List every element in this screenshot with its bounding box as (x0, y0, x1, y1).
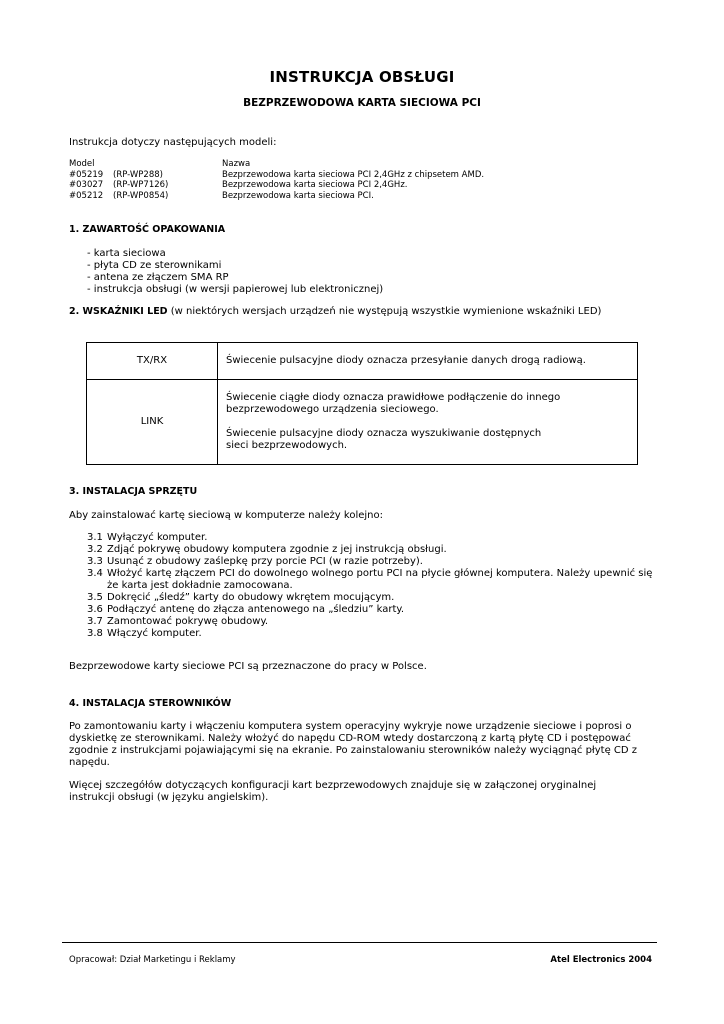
section-3-heading: 3. INSTALACJA SPRZĘTU (69, 486, 198, 497)
model-rp: (RP-WP0854) (113, 190, 169, 201)
step-number: 3.1 (87, 532, 103, 543)
footer-divider (62, 942, 657, 943)
step-text: Włożyć kartę złączem PCI do dowolnego wolnego portu PCI na płycie głównej komputera. Należy upewnić się że karta jest dokładnie zamocowana. (107, 568, 653, 591)
step-text: Włączyć komputer. (107, 628, 202, 639)
list-item (87, 568, 657, 592)
model-name: Bezprzewodowa karta sieciowa PCI 2,4GHz. (222, 180, 408, 190)
section-1-heading: 1. ZAWARTOŚĆ OPAKOWANIA (69, 224, 226, 235)
step-number: 3.6 (87, 604, 103, 615)
step-number: 3.3 (87, 556, 103, 567)
step-text: Zamontować pokrywę obudowy. (107, 616, 269, 627)
model-code: #03027 (69, 180, 104, 190)
step-text: Zdjąć pokrywę obudowy komputera zgodnie z jej instrukcją obsługi. (107, 544, 447, 555)
model-name: Bezprzewodowa karta sieciowa PCI 2,4GHz z chipsetem AMD. (222, 169, 485, 180)
model-rp: (RP-WP7126) (113, 180, 169, 190)
step-text: Wyłączyć komputer. (107, 532, 208, 543)
section-2-note: (w niektórych wersjach urządzeń nie występują wszystkie wymienione wskaźniki LED) (170, 306, 602, 317)
led-name: TX/RX (87, 343, 218, 380)
section-4-heading: 4. INSTALACJA STEROWNIKÓW (69, 698, 232, 709)
list-item: - karta sieciowa (87, 248, 166, 259)
step-number: 3.8 (87, 628, 103, 639)
document-subtitle: BEZPRZEWODOWA KARTA SIECIOWA PCI (243, 97, 481, 109)
model-rp: (RP-WP288) (113, 169, 163, 180)
step-text: Podłączyć antenę do złącza antenowego na „śledziu” karty. (107, 604, 405, 615)
model-row (69, 180, 629, 191)
footer-company: Atel Electronics 2004 (550, 955, 652, 965)
section-3-intro: Aby zainstalować kartę sieciową w komputerze należy kolejno: (69, 510, 383, 521)
installation-steps (87, 532, 657, 640)
led-table (86, 342, 638, 465)
model-name: Bezprzewodowa karta sieciowa PCI. (222, 190, 374, 201)
list-item (87, 628, 657, 640)
section-2-heading: 2. WSKAŹNIKI LED (69, 306, 168, 317)
model-row (69, 170, 629, 181)
section-3-note: Bezprzewodowe karty sieciowe PCI są przeznaczone do pracy w Polsce. (69, 661, 427, 672)
step-text: Dokręcić „śledź” karty do obudowy wkrętem mocującym. (107, 592, 395, 603)
models-col-model: Model (69, 159, 95, 169)
step-number: 3.2 (87, 544, 103, 555)
model-row (69, 191, 629, 202)
list-item (87, 616, 657, 628)
led-desc-text: Świecenie pulsacyjne diody oznacza przesyłanie danych drogą radiową. (226, 355, 586, 366)
document-title: INSTRUKCJA OBSŁUGI (269, 68, 455, 86)
section-4-paragraph-1: Po zamontowaniu karty i włączeniu komputera system operacyjny wykryje nowe urządzenie sieciowe i poprosi o dyskietkę ze sterownikami. Należy włożyć do napędu CD-ROM wtedy dostarczoną z kartą płytę CD i postępować zgodnie z instrukcjami pojawiającymi się na ekranie. Po zainstalowaniu sterowników należy wyciągnąć płytę CD z napędu. (69, 721, 638, 768)
section-4-paragraph-2: Więcej szczegółów dotyczących konfiguracji kart bezprzewodowych znajduje się w załączonej oryginalnej instrukcji obsługi (w języku angielskim). (69, 780, 597, 803)
list-item (87, 592, 657, 604)
package-contents-list (87, 248, 383, 296)
list-item: - antena ze złączem SMA RP (87, 272, 229, 283)
led-description (218, 343, 638, 380)
table-row (87, 343, 638, 380)
list-item (87, 604, 657, 616)
step-number: 3.5 (87, 592, 103, 603)
footer-author: Opracował: Dział Marketingu i Reklamy (69, 955, 236, 965)
model-code: #05219 (69, 169, 104, 180)
table-row (87, 380, 638, 465)
models-table (69, 159, 629, 201)
section-2-heading-line (69, 306, 669, 318)
list-item (87, 556, 657, 568)
step-number: 3.4 (87, 568, 103, 579)
list-item (87, 544, 657, 556)
list-item: - instrukcja obsługi (w wersji papierowej lub elektronicznej) (87, 284, 384, 295)
led-name: LINK (87, 380, 218, 465)
led-description (218, 380, 638, 465)
led-desc-text: Świecenie pulsacyjne diody oznacza wyszukiwanie dostępnych sieci bezprzewodowych. (226, 428, 542, 451)
models-col-name: Nazwa (222, 159, 251, 169)
list-item (87, 532, 657, 544)
models-header-row (69, 159, 629, 170)
led-desc-text: Świecenie ciągłe diody oznacza prawidłowe podłączenie do innego bezprzewodowego urządzenia sieciowego. (226, 392, 561, 415)
step-text: Usunąć z obudowy zaślepkę przy porcie PCI (w razie potrzeby). (107, 556, 423, 567)
list-item: - płyta CD ze sterownikami (87, 260, 222, 271)
step-number: 3.7 (87, 616, 103, 627)
models-intro: Instrukcja dotyczy następujących modeli: (69, 137, 277, 148)
model-code: #05212 (69, 190, 104, 201)
